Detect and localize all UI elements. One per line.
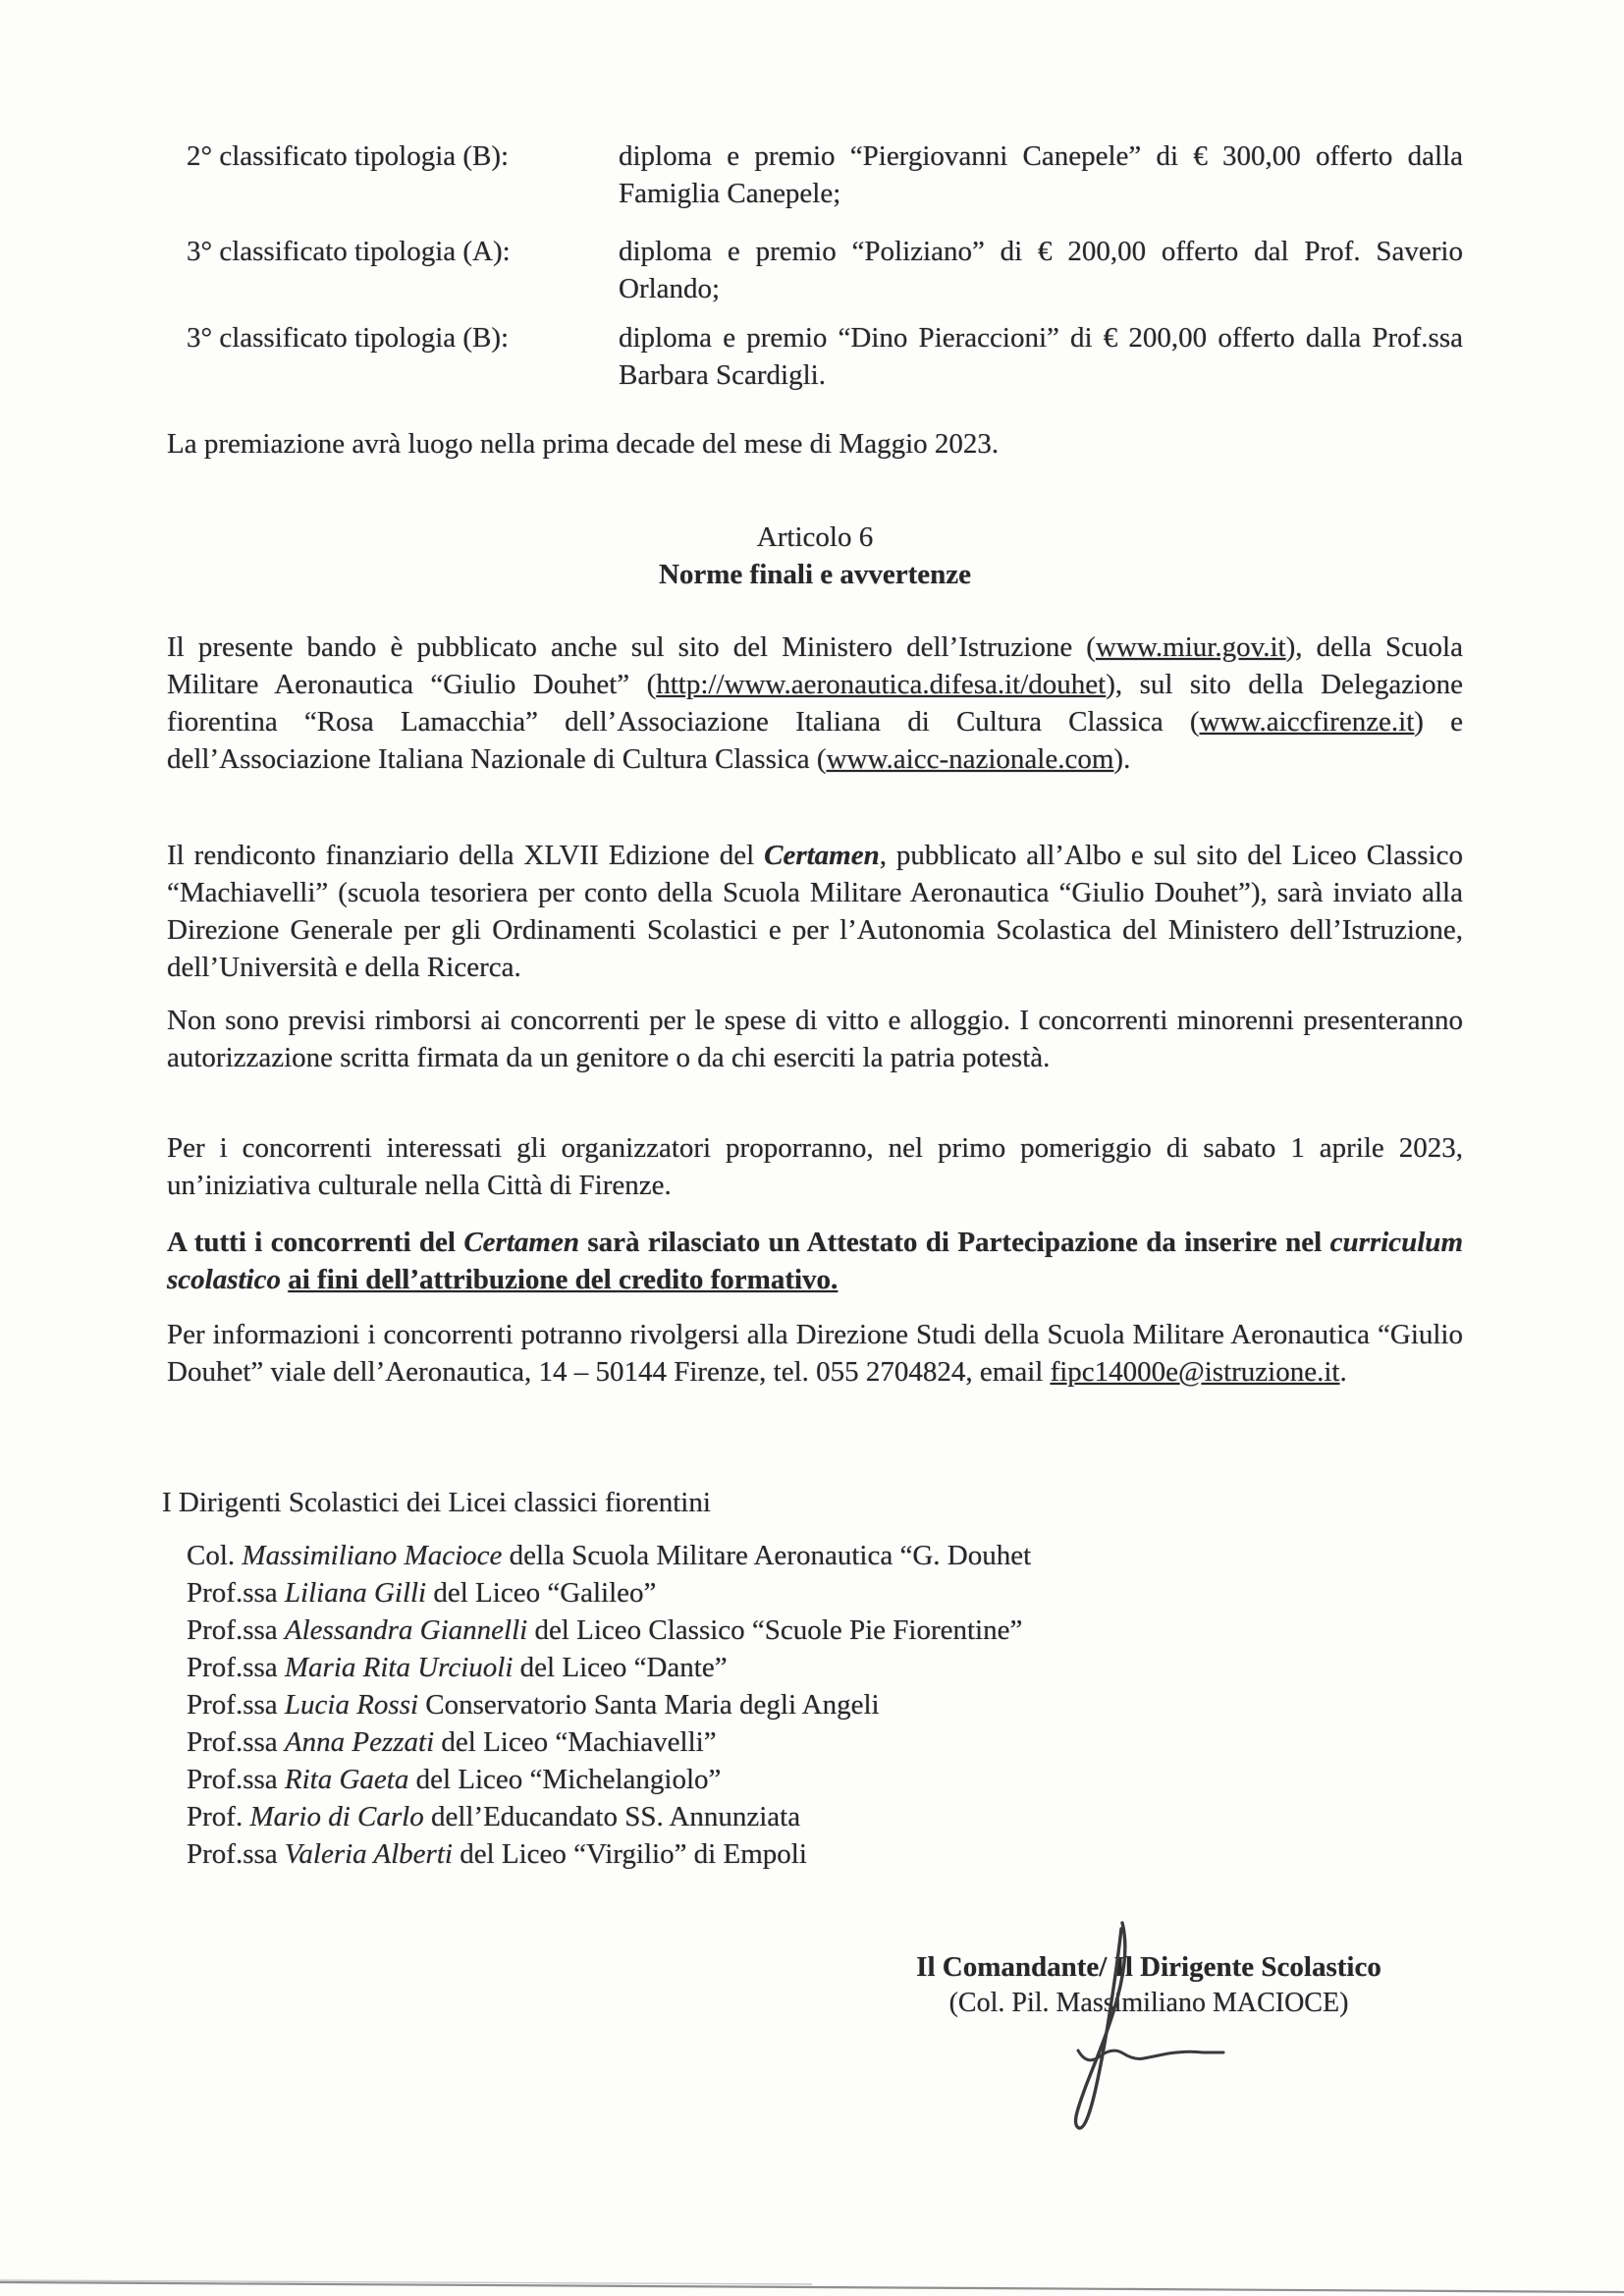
text-segment: Mario di Carlo xyxy=(249,1801,424,1832)
signature-role: Il Comandante/ Il Dirigente Scolastico xyxy=(916,1951,1381,1983)
text-segment: Prof.ssa xyxy=(187,1577,285,1609)
dirigente-item xyxy=(187,1612,1473,1649)
link-email[interactable]: fipc14000e@istruzione.it xyxy=(1050,1356,1340,1388)
text-segment: del Liceo “Virgilio” di Empoli xyxy=(452,1838,807,1870)
link-aicc-nazionale[interactable]: www.aicc-nazionale.com xyxy=(826,743,1114,775)
dirigente-item xyxy=(187,1798,1473,1835)
scan-edge-line xyxy=(0,2276,1624,2296)
prize-rank-label: 2° classificato tipologia (B): xyxy=(187,140,510,172)
text-segment: Certamen xyxy=(764,840,880,871)
text-segment: Il presente bando è pubblicato anche sul sito del Ministero dell’Istruzione ( xyxy=(167,631,1096,663)
text-segment: Maria Rita Urciuoli xyxy=(284,1652,514,1683)
dirigente-item xyxy=(187,1835,1473,1873)
text-segment: Conservatorio Santa Maria degli Angeli xyxy=(418,1689,880,1721)
link-aeronautica-difesa[interactable]: http://www.aeronautica.difesa.it/douhet xyxy=(656,669,1107,700)
text-segment: del Liceo “Galileo” xyxy=(426,1577,657,1609)
text-segment: ). xyxy=(1113,743,1131,775)
link-aiccfirenze[interactable]: www.aiccfirenze.it xyxy=(1199,706,1415,738)
text-segment: Per informazioni i concorrenti potranno rivolgersi alla Direzione Studi della Scuola Militare Aeronautica “Giulio Douhet” viale dell’Aeronautica, 14 – 50144 Firenze, tel. 055 2704824, email xyxy=(167,1319,1463,1388)
text-segment: del Liceo “Machiavelli” xyxy=(434,1726,717,1758)
text-segment: Prof. xyxy=(187,1801,250,1832)
dirigenti-list xyxy=(187,1537,1473,1873)
text-segment: del Liceo “Michelangiolo” xyxy=(408,1764,722,1795)
text-segment: del Liceo Classico “Scuole Pie Fiorentine” xyxy=(527,1614,1023,1646)
dirigente-item xyxy=(187,1537,1473,1574)
text-segment: ) e dell’Associazione Italiana Nazionale di Cultura Classica ( xyxy=(167,706,1463,775)
text-segment: Massimiliano Macioce xyxy=(242,1540,503,1571)
text-segment: Alessandra Giannelli xyxy=(284,1614,528,1646)
dirigente-item xyxy=(187,1574,1473,1612)
paragraph-attestato xyxy=(167,1224,1463,1298)
text-segment: dell’Educandato SS. Annunziata xyxy=(423,1801,801,1832)
article-number: Articolo 6 xyxy=(756,521,874,553)
dirigente-item xyxy=(187,1723,1473,1761)
text-segment: ai fini dell’attribuzione del credito formativo. xyxy=(288,1264,839,1295)
paragraph-informazioni xyxy=(167,1316,1463,1391)
link-miur[interactable]: www.miur.gov.it xyxy=(1095,631,1286,663)
signature-handwriting xyxy=(982,1895,1375,2151)
text-segment: Anna Pezzati xyxy=(284,1726,435,1758)
prize-rank-label: 3° classificato tipologia (A): xyxy=(187,236,511,267)
prize-description: diploma e premio “Dino Pieraccioni” di € 200,00 offerto dalla Prof.ssa Barbara Scardigli. xyxy=(619,322,1463,391)
prize-row xyxy=(187,319,1463,417)
paragraph-iniziativa xyxy=(167,1129,1463,1204)
paragraph-rendiconto xyxy=(167,837,1463,986)
text-segment: Prof.ssa xyxy=(187,1614,285,1646)
prize-description: diploma e premio “Piergiovanni Canepele” di € 300,00 offerto dalla Famiglia Canepele; xyxy=(619,140,1463,209)
text-segment: Per i concorrenti interessati gli organizzatori proporranno, nel primo pomeriggio di sabato 1 aprile 2023, un’iniziativa culturale nella Città di Firenze. xyxy=(167,1132,1463,1201)
text-segment: Certamen xyxy=(463,1227,579,1258)
prize-row xyxy=(187,233,1463,331)
article-title: Norme finali e avvertenze xyxy=(658,559,972,590)
signature-name: (Col. Pil. Massimiliano MACIOCE) xyxy=(948,1988,1349,2018)
text-segment: curriculum scolastico xyxy=(167,1227,1463,1295)
prize-rank-label: 3° classificato tipologia (B): xyxy=(187,322,510,354)
text-segment: Liliana Gilli xyxy=(284,1577,427,1609)
text-segment: ), della Scuola Militare Aeronautica “Giulio Douhet” ( xyxy=(167,631,1463,700)
prize-row xyxy=(187,137,1463,236)
prize-description: diploma e premio “Poliziano” di € 200,00 offerto dal Prof. Saverio Orlando; xyxy=(619,236,1463,304)
text-segment: Prof.ssa xyxy=(187,1838,285,1870)
dirigente-item xyxy=(187,1686,1473,1723)
text-segment: del Liceo “Dante” xyxy=(513,1652,728,1683)
text-segment: Valeria Alberti xyxy=(284,1838,453,1870)
text-segment: sarà rilasciato un Attestato di Partecipazione da inserire nel xyxy=(578,1227,1330,1258)
text-segment: . xyxy=(1339,1356,1347,1388)
text-segment: ), sul sito della Delegazione fiorentina “Rosa Lamacchia” dell’Associazione Italiana di Cultura Classica ( xyxy=(167,669,1463,738)
dirigenti-heading: I Dirigenti Scolastici dei Licei classici fiorentini xyxy=(162,1487,711,1518)
text-segment: della Scuola Militare Aeronautica “G. Douhet xyxy=(502,1540,1032,1571)
text-segment: , pubblicato all’Albo e sul sito del Liceo Classico “Machiavelli” (scuola tesoriera per conto della Scuola Militare Aeronautica “Giulio Douhet”), sarà inviato alla Direzione Generale per gli Ordinamenti Scolastici e per l’Autonomia Scolastica del Ministero dell’Istruzione, dell’Università e della Ricerca. xyxy=(167,840,1463,983)
text-segment: Lucia Rossi xyxy=(284,1689,419,1721)
text-segment: Col. xyxy=(187,1540,243,1571)
text-segment: Prof.ssa xyxy=(187,1726,285,1758)
text-segment: Non sono previsi rimborsi ai concorrenti per le spese di vitto e alloggio. I concorrenti minorenni presenteranno autorizzazione scritta firmata da un genitore o da chi eserciti la patria potestà. xyxy=(167,1005,1463,1073)
premiazione-note: La premiazione avrà luogo nella prima decade del mese di Maggio 2023. xyxy=(167,428,1000,460)
text-segment: Il rendiconto finanziario della XLVII Edizione del xyxy=(167,840,765,871)
dirigente-item xyxy=(187,1649,1473,1686)
paragraph-pubblicazione xyxy=(167,629,1463,778)
signature-block xyxy=(854,1948,1443,2021)
paragraph-rimborsi xyxy=(167,1002,1463,1076)
text-segment: Rita Gaeta xyxy=(284,1764,409,1795)
text-segment: Prof.ssa xyxy=(187,1689,285,1721)
dirigente-item xyxy=(187,1761,1473,1798)
text-segment: Prof.ssa xyxy=(187,1652,285,1683)
text-segment: A tutti i concorrenti del xyxy=(167,1227,464,1258)
text-segment: Prof.ssa xyxy=(187,1764,285,1795)
